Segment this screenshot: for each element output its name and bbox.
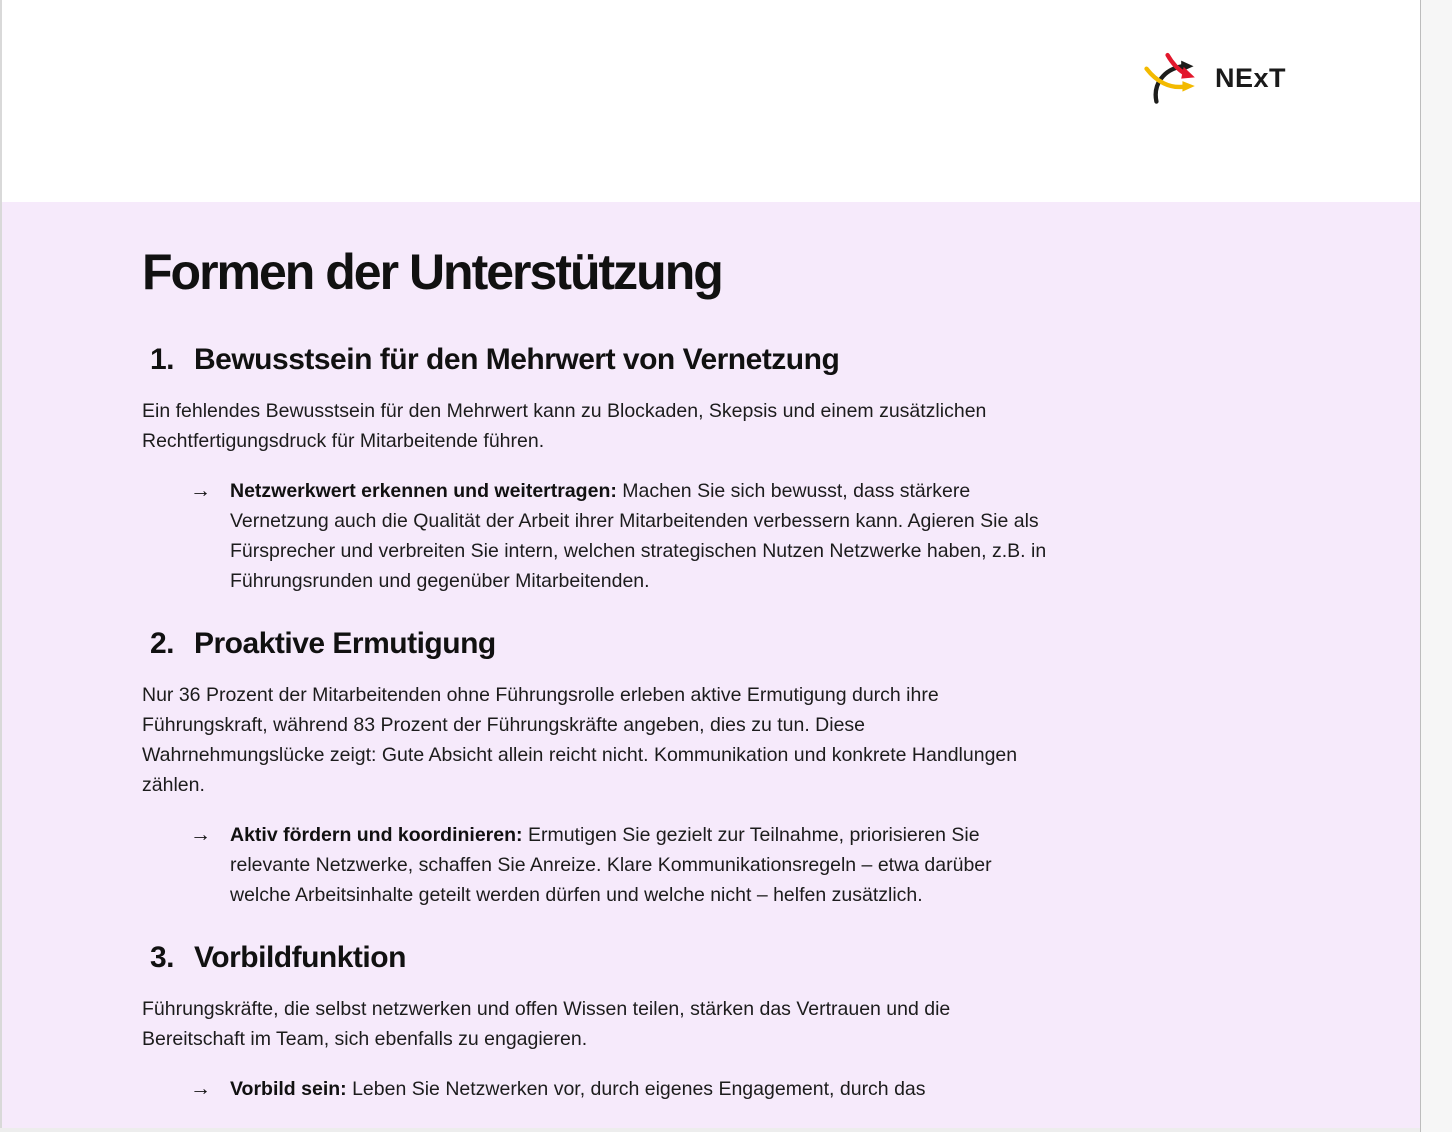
section-2-heading <box>142 624 1420 664</box>
section-2-bullet <box>142 820 1420 910</box>
section-2-bullet-lead: Aktiv fördern und koordinieren: <box>230 824 523 846</box>
section-1-bullet <box>142 476 1420 596</box>
section-1-number: 1. <box>150 343 175 376</box>
section-2-bullet-body: Ermutigen Sie gezielt zur Teilnahme, priorisieren Sie relevante Netzwerke, schaffen Sie Anreize. Klare Kommunikationsregeln – etwa darüber welche Arbeitsinhalte geteilt werden dürfen und welche nicht – helfen zusätzlich. <box>230 824 992 906</box>
next-logo-arrows-icon <box>1144 52 1206 104</box>
arrow-right-icon: → <box>190 479 211 502</box>
section-1-title: Bewusstsein für den Mehrwert von Vernetzung <box>194 343 840 376</box>
section-3-paragraph: Führungskräfte, die selbst netzwerken und offen Wissen teilen, stärken das Vertrauen und die Bereitschaft im Team, sich ebenfalls zu engagieren. <box>142 998 951 1050</box>
section-2-bullet-text <box>230 820 1050 910</box>
section-2 <box>142 624 1420 910</box>
arrow-right-icon: → <box>190 1077 211 1100</box>
section-1-heading <box>142 340 1420 380</box>
arrow-right-icon: → <box>190 823 211 846</box>
next-logo-text: NExT <box>1214 62 1286 93</box>
section-3-bullet <box>142 1074 1420 1104</box>
page-title: Formen der Unterstützung <box>142 244 722 300</box>
section-3 <box>142 938 1420 1104</box>
next-logo <box>1144 52 1286 104</box>
right-gutter <box>1420 0 1452 1132</box>
page-header <box>2 0 1420 202</box>
section-3-bullet-body: Leben Sie Netzwerken vor, durch eigenes Engagement, durch das <box>346 1078 926 1100</box>
section-2-number: 2. <box>150 627 175 660</box>
section-3-number: 3. <box>150 941 175 974</box>
page-content <box>2 202 1420 1128</box>
section-1-bullet-body: Machen Sie sich bewusst, dass stärkere Vernetzung auch die Qualität der Arbeit ihrer Mitarbeitenden verbessern kann. Agieren Sie als Fürsprecher und verbreiten Sie intern, welchen strategischen Nutzen Netzwerke haben, z.B. in Führungsrunden und gegenüber Mitarbeitenden. <box>230 480 1047 592</box>
section-3-title: Vorbildfunktion <box>194 941 406 974</box>
section-3-bullet-lead: Vorbild sein: <box>230 1078 347 1100</box>
section-3-bullet-text <box>230 1074 926 1104</box>
section-1-bullet-lead: Netzwerkwert erkennen und weitertragen: <box>230 480 617 502</box>
section-1-paragraph: Ein fehlendes Bewusstsein für den Mehrwert kann zu Blockaden, Skepsis und einem zusätzlichen Rechtfertigungsdruck für Mitarbeitende führen. <box>142 400 987 452</box>
section-1 <box>142 340 1420 596</box>
section-3-heading <box>142 938 1420 978</box>
section-2-title: Proaktive Ermutigung <box>194 627 496 660</box>
section-1-bullet-text <box>230 476 1050 596</box>
section-2-paragraph: Nur 36 Prozent der Mitarbeitenden ohne Führungsrolle erleben aktive Ermutigung durch ihre Führungskraft, während 83 Prozent der Führungskräfte angeben, dies zu tun. Diese Wahrnehmungslücke zeigt: Gute Absicht allein reicht nicht. Kommunikation und konkrete Handlungen zählen. <box>142 684 1018 796</box>
